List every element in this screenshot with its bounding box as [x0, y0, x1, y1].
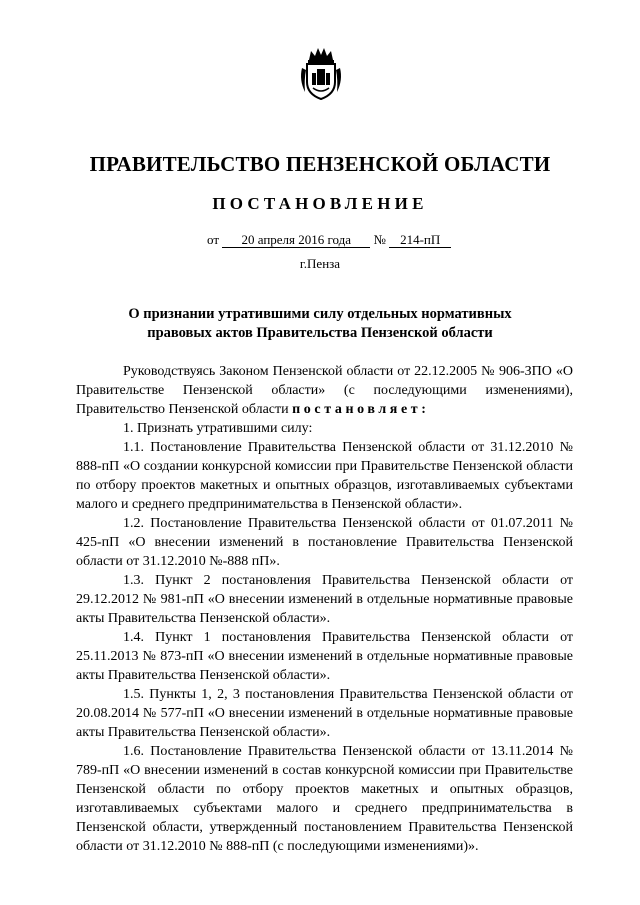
paragraph-item-1-4: 1.4. Пункт 1 постановления Правительства Пензенской области от 25.11.2013 № 873-пП «О внесении изменений в отдельные нормативные правовые акты Правительства Пензенской области». [76, 630, 573, 683]
document-body [76, 362, 573, 856]
intro-paragraph [76, 362, 573, 419]
paragraph-item-1-2: 1.2. Постановление Правительства Пензенской области от 01.07.2011 № 425-пП «О внесении изменений в постановление Правительства Пензенской области от 31.12.2010 №-888 пП». [76, 516, 573, 569]
paragraph-item-1-1: 1.1. Постановление Правительства Пензенской области от 31.12.2010 № 888-пП «О создании конкурсной комиссии при Правительстве Пензенской области по отбору проектов макетных и опытных образцов, изготавливаемых субъектами малого и среднего предпринимательства в Пензенской области». [76, 440, 573, 512]
date-number-line [207, 232, 451, 248]
document-type: ПОСТАНОВЛЕНИЕ [212, 194, 428, 213]
paragraph-item-1: 1. Признать утратившими силу: [123, 421, 313, 436]
government-title: ПРАВИТЕЛЬСТВО ПЕНЗЕНСКОЙ ОБЛАСТИ [89, 152, 551, 176]
intro-text: Руководствуясь Законом Пензенской области от 22.12.2005 № 906-ЗПО «О Правительстве Пензенской области» (с последующими изменениями), Правительство Пензенской области [76, 364, 573, 417]
subject-line-1: О признании утратившими силу отдельных нормативных [128, 306, 512, 322]
paragraph-item-1-6: 1.6. Постановление Правительства Пензенской области от 13.11.2014 № 789-пП «О внесении изменений в состав конкурсной комиссии при Правительстве Пензенской области по отбору проектов макетных и опытных образцов, изготавливаемых субъектами малого и среднего предпринимательства в Пензенской области, утвержденный постановлением Правительства Пензенской области от 31.12.2010 № 888-пП (с последующими изменениями)». [76, 744, 573, 854]
resolves-word: постановляет: [292, 402, 430, 417]
paragraph-item-1-5: 1.5. Пункты 1, 2, 3 постановления Правительства Пензенской области от 20.08.2014 № 577-пП «О внесении изменений в отдельные нормативные правовые акты Правительства Пензенской области». [76, 687, 573, 740]
paragraph-item-1-3: 1.3. Пункт 2 постановления Правительства Пензенской области от 29.12.2012 № 981-пП «О внесении изменений в отдельные нормативные правовые акты Правительства Пензенской области». [76, 573, 573, 626]
subject-line-2: правовых актов Правительства Пензенской области [147, 325, 493, 341]
number-prefix: № [373, 232, 386, 247]
date-prefix: от [207, 232, 220, 247]
decree-subject [0, 305, 640, 343]
decree-date: 20 апреля 2016 года [222, 232, 370, 248]
decree-number: 214-пП [389, 232, 451, 248]
coat-of-arms-icon [298, 46, 344, 102]
city: г.Пенза [299, 256, 341, 271]
